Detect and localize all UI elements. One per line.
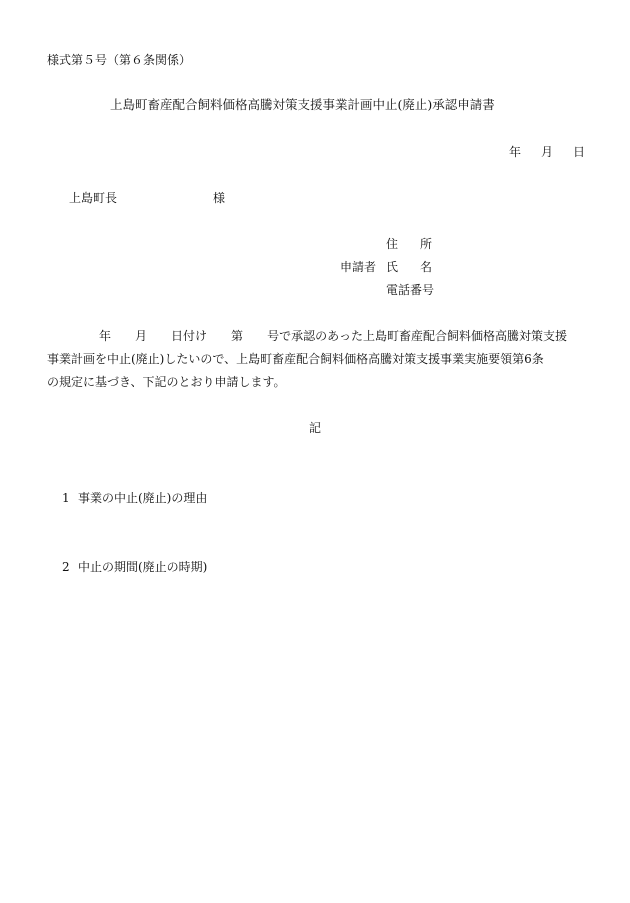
body-line-3: の規定に基づき、下記のとおり申請します。	[47, 375, 286, 389]
body-line-1-rest: 号で承認のあった上島町畜産配合飼料価格高騰対策支援	[267, 329, 567, 343]
list-item-text: 事業の中止(廃止)の理由	[78, 491, 208, 505]
addressee-honorific: 様	[213, 191, 226, 205]
body-line-2: 事業計画を中止(廃止)したいので、上島町畜産配合飼料価格高騰対策支援事業実施要領第6条	[47, 352, 544, 366]
date-month-label: 月	[541, 145, 554, 159]
addressee-name: 上島町長	[69, 191, 118, 205]
list-item-text: 中止の期間(廃止の時期)	[78, 560, 208, 574]
date-line	[509, 144, 585, 160]
ki-heading: 記	[309, 421, 322, 435]
name-label-char-2: 名	[420, 260, 433, 274]
addressee	[69, 190, 225, 206]
date-year-label: 年	[509, 145, 522, 159]
body-paragraph	[47, 325, 587, 394]
body-number-prefix: 第	[231, 329, 244, 343]
form-number: 様式第５号（第６条関係）	[47, 53, 192, 67]
address-label	[386, 236, 432, 252]
body-year: 年	[99, 329, 112, 343]
applicant-label: 申請者	[340, 260, 377, 274]
phone-label: 電話番号	[386, 283, 435, 297]
body-month: 月	[135, 329, 148, 343]
name-label-char-1: 氏	[386, 260, 399, 274]
list-item-number: 2	[62, 560, 70, 574]
document-title: 上島町畜産配合飼料価格高騰対策支援事業計画中止(廃止)承認申請書	[110, 97, 495, 112]
list-item	[62, 559, 207, 575]
body-day: 日付け	[171, 329, 208, 343]
date-day-label: 日	[573, 145, 586, 159]
address-label-char-1: 住	[386, 237, 399, 251]
address-label-char-2: 所	[420, 237, 433, 251]
list-item-number: 1	[62, 491, 70, 505]
name-label	[386, 259, 432, 275]
body-line-1	[47, 325, 587, 348]
list-item	[62, 490, 207, 506]
